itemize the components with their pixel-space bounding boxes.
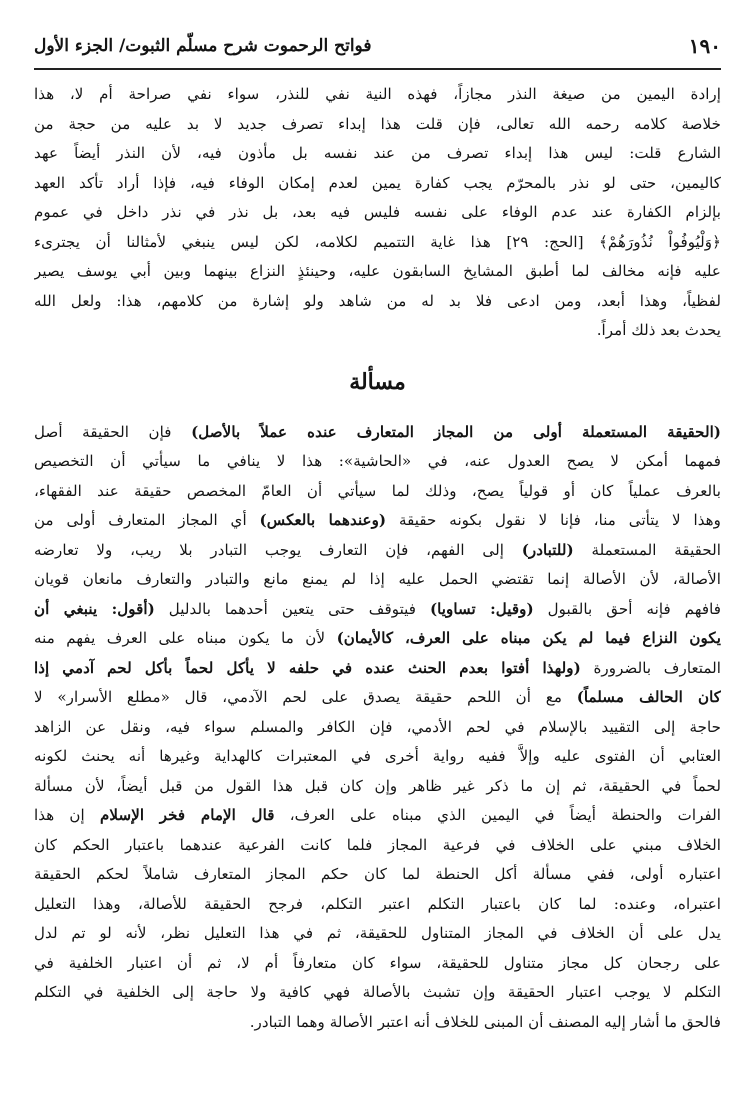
- text-line: فمهما أمكن لا يصح العدول عنه، في «الحاشية»: هذا لا ينافي ما سيأتي أن التخصيص: [34, 452, 721, 470]
- page-body: [34, 80, 721, 1037]
- text-line: الأصالة، لأن الأصالة إنما تقتضي الحمل عليه إذا لم يمنع مانع والتبادر والتعارف مانعان قويان: [34, 570, 721, 588]
- text-line: إرادة اليمين من صيغة النذر مجازاً، فهذه النية نفي للنذر، سواء نفي صراحة أم لا، هذا: [34, 85, 721, 103]
- running-title: فواتح الرحموت شرح مسلّم الثبوت/ الجزء الأول: [34, 36, 372, 56]
- text-line: لحماً في الحقيقة، ثم إن ما ذكر غير ظاهر وإن كان قبل هذا القول من قبل أيضاً، لأن مسألة: [34, 776, 721, 795]
- text-line: العتابي أن الفتوى عليه وإلاَّ ففيه رواية أخرى في المعتبرات كالهداية وغيرها أنه يحنث لكونه: [34, 747, 721, 765]
- text-line: خلاصة كلامه رحمه الله تعالى، فإن قلت هذا إبداء تصرف جديد لا بد عليه من حجة من: [34, 114, 721, 133]
- bold-span: (ولهذا أفتوا بعدم الحنث عنده في حلفه لا يأكل لحماً بأكل لحم آدمي إذا: [34, 658, 581, 677]
- text-line: ﴿وَلْيُوفُواْ نُذُورَهُمْ﴾ [الحج: ٢٩] هذا غاية التتميم لكلامه، لكن ليس ينبغي لأمثالنا أن يجترىء: [34, 232, 721, 251]
- text-line: اعتباره أولى، ففي مسألة أكل الحنطة لما كان حكم المجاز المتعارف شاملاً لحكم الحقيقة: [34, 865, 721, 883]
- text-line: الخلاف مبني على الخلاف في فرعية المجاز فلما كانت الفرعية عندهما باعتبار الحكم كان: [34, 835, 721, 854]
- text-line: اعتبراه، وعنده: لما كان باعتبار التكلم اعتبر التكلم، فرجح الحقيقة للأصالة، وهذا التعليل: [34, 894, 721, 913]
- running-header: [34, 30, 721, 62]
- text-line: التكلم لا يوجب اعتبار الحقيقة وإن تشبث بالأصالة فهي كافية ولا حاجة إلى الخلفية في التكلم: [34, 983, 721, 1001]
- bold-span: (الحقيقة المستعملة أولى من المجاز المتعارف عنده عملاً بالأصل): [191, 422, 721, 441]
- bold-span: كان الحالف مسلماً): [576, 688, 721, 706]
- text-line: كان الحالف مسلماً) مع أن اللحم حقيقة يصدق على لحم الآدمي، قال «مطلع الأسرار» لا: [34, 688, 721, 706]
- text-line: فافهم فإنه أحق بالقبول (وقيل: تساويا) فيتوقف حتى يتعين أحدهما بالدليل (أقول: ينبغي أن: [34, 599, 721, 618]
- header-rule: [34, 68, 721, 70]
- text-line: الحقيقة المستعملة (للتبادر) إلى الفهم، فإن التعارف يوجب التبادر بلا ريب، ولا تعارضه: [34, 540, 721, 559]
- bold-span: يكون النزاع فيما لم يكن مبناه على العرف، كالأيمان): [336, 629, 721, 647]
- page-number: ١٩٠: [688, 34, 721, 58]
- text-line: يدل على أن الخلاف في المجاز المتناول للحقيقة، ثم في هذا التعليل نظر، لأنه لو تم لدل: [34, 924, 721, 942]
- section-heading: مسألة: [349, 368, 406, 395]
- text-line: المتعارف بالضرورة (ولهذا أفتوا بعدم الحنث عنده في حلفه لا يأكل لحماً بأكل لحم آدمي إذا: [34, 658, 721, 677]
- text-line: (الحقيقة المستعملة أولى من المجاز المتعارف عنده عملاً بالأصل) فإن الحقيقة أصل: [34, 422, 721, 441]
- text-line: كاليمين، حتى لو نذر بالمحرّم يجب كفارة يمين لعدم إمكان الوفاء فيه، فإذا أراد تأكد العهد: [34, 173, 721, 192]
- text-line: حاجة إلى التقييد بالإسلام في لحم الأدمي، فإن الكافر والمسلم سواء فيه، ونقل عن الزاهد: [34, 717, 721, 736]
- text-line: الشارع قلت: ليس هذا إبداء تصرف من عند نفسه بل مأذون فيه، لأن النذر أيضاً عهد: [34, 144, 721, 162]
- text-line: وهذا لا يتأتى منا، فإنا لا نقول بكونه حقيقة (وعندهما بالعكس) أي المجاز المتعارف أولى من: [34, 511, 721, 529]
- text-line: الفرات والحنطة أيضاً في اليمين الذي مبناه على العرف، قال الإمام فخر الإسلام إن هذا: [34, 806, 721, 824]
- bold-span: (وعندهما بالعكس): [259, 511, 387, 529]
- text-line: بالعرف عملياً كان أو قولياً يصح، وذلك لما سيأتي أن العامّ المخصص حقيقة عند الفقهاء،: [34, 481, 721, 500]
- bold-span: (أقول: ينبغي أن: [34, 599, 155, 618]
- text-line: على رجحان كل مجاز متناول للحقيقة، سواء كان متعارفاً أم لا، ثم أن اعتبار الخلفية في: [34, 953, 721, 972]
- text-line: فالحق ما أشار إليه المصنف أن المبنى للخلاف أنه اعتبر الأصالة وهما التبادر.: [249, 1012, 721, 1031]
- text-line: لفظياً، وهذا أبعد، ومن ادعى فلا بد له من شاهد ولو إشارة من كلامهم، هذا: ولعل الله: [34, 291, 721, 310]
- text-line: يكون النزاع فيما لم يكن مبناه على العرف، كالأيمان) لأن ما يكون مبناه على العرف يفهم منه: [34, 629, 721, 647]
- bold-span: (للتبادر): [521, 540, 574, 559]
- bold-span: قال الإمام فخر الإسلام: [100, 806, 275, 824]
- text-line: عليه فإنه مخالف لما أطبق المشايخ السابقون عليه، وحينئذٍ النزاع بينهما وبين أبي يوسف يصير: [34, 262, 721, 280]
- bold-span: (وقيل: تساويا): [429, 599, 534, 618]
- text-line: يحدث بعد ذلك أمراً.: [596, 321, 721, 339]
- text-line: بإلزام الكفارة عند عدم الوفاء على نفسه فليس فيه بعد، بل نذر في نذر داخل في عموم: [34, 203, 721, 221]
